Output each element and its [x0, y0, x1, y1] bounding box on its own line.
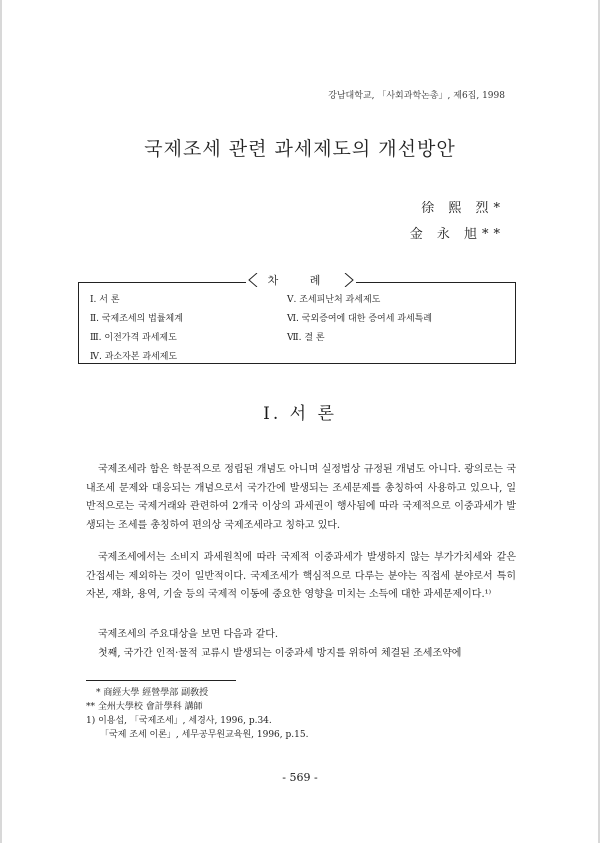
section-heading: Ⅰ. 서 론 — [263, 404, 337, 424]
toc-item: Ⅴ. 조세피난처 과세제도 — [287, 295, 381, 305]
body-paragraph — [86, 626, 516, 645]
body-paragraph — [86, 645, 516, 664]
toc-item: Ⅵ. 국외증여에 대한 증여세 과세특례 — [287, 314, 433, 324]
toc-item: Ⅲ. 이전가격 과세제도 — [90, 333, 177, 343]
toc-heading — [246, 270, 356, 292]
body-paragraph — [86, 461, 516, 536]
author-2: 金 永 旭** — [409, 227, 505, 242]
body-paragraph — [86, 549, 516, 605]
footnote: ** 全州大學校 會計學科 講師 — [86, 702, 203, 712]
toc-item: Ⅱ. 국제조세의 법률체계 — [90, 314, 183, 324]
footnote: 1) 이용섭, 「국제조세」, 세경사, 1996, p.34. — [86, 716, 272, 726]
left-angle-bracket-icon — [248, 273, 258, 287]
author-1: 徐 熙 烈* — [421, 201, 505, 216]
toc-heading-text: 차 례 — [267, 274, 335, 287]
right-angle-bracket-icon — [344, 273, 354, 287]
paragraph-text: 국제조세의 주요대상을 보면 다음과 같다. — [98, 629, 279, 640]
footnote: * 商經大學 經營學部 副敎授 — [96, 688, 209, 698]
toc-item: Ⅶ. 결 론 — [287, 333, 325, 343]
toc-item: Ⅰ. 서 론 — [90, 295, 120, 305]
page-number: - 569 - — [282, 771, 318, 784]
paragraph-text: 국제조세에서는 소비지 과세원칙에 따라 국제적 이중과세가 발생하지 않는 부가가치세와 같은 간접세는 제외하는 것이 일반적이다. 국제조세가 핵심적으로 다루는 분야는 직접세 분야로서 특히 자본, 재화, 용역, 기술 등의 국제적 이동에 중요한 영향을 미치는 소득에 대한 과세문제이다.¹⁾ — [86, 552, 516, 601]
footnote-separator — [86, 680, 236, 681]
paper-title: 국제조세 관련 과세제도의 개선방안 — [144, 138, 456, 160]
journal-citation: 강남대학교, 「사회과학논총」, 제6집, 1998 — [328, 91, 505, 101]
paragraph-text: 국제조세라 함은 학문적으로 정립된 개념도 아니며 실정법상 규정된 개념도 아니다. 광의로는 국내조세 문제와 대응되는 개념으로서 국가간에 발생되는 조세문제를 총칭하여 사용하고 있으나, 일반적으로는 국제거래와 관련하여 2개국 이상의 과세권이 행사됨에 따라 국제적으로 이중과세가 발생되는 조세를 총칭하여 편의상 국제조세라고 칭하고 있다. — [86, 464, 516, 532]
toc-item: Ⅳ. 과소자본 과세제도 — [90, 352, 178, 362]
footnote: 「국제 조세 이론」, 세무공무원교육원, 1996, p.15. — [100, 730, 309, 740]
paragraph-text: 첫째, 국가간 인적·물적 교류시 발생되는 이중과세 방지를 위하여 체결된 조세조약에 — [98, 648, 462, 659]
